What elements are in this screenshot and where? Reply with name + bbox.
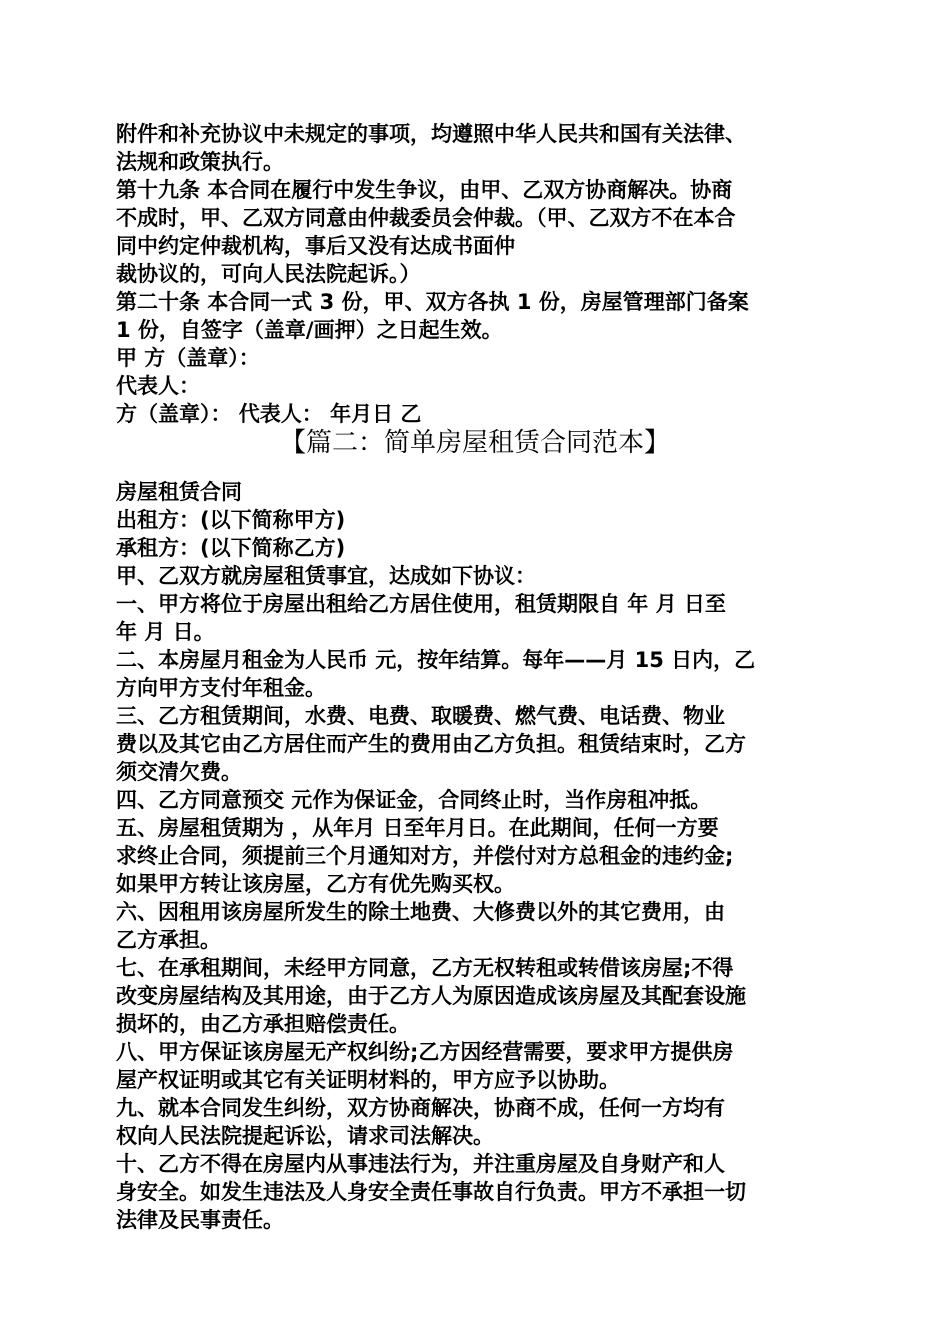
text-line: 权向人民法院提起诉讼，请求司法解决。 xyxy=(116,1124,494,1148)
text-line: 承租方：(以下简称乙方) xyxy=(116,536,346,560)
text-line: 费以及其它由乙方居住而产生的费用由乙方负担。租赁结束时，乙方 xyxy=(116,732,746,756)
contract-title: 房屋租赁合同 xyxy=(116,480,242,504)
text-line: 改变房屋结构及其用途，由于乙方人为原因造成该房屋及其配套设施 xyxy=(116,984,746,1008)
text-line: 第十九条 本合同在履行中发生争议，由甲、乙双方协商解决。协商 xyxy=(116,178,733,202)
signature-line: 方（盖章）： 代表人： 年月日 乙 xyxy=(116,402,422,426)
text-line: 乙方承担。 xyxy=(116,928,221,952)
text-line: 九、就本合同发生纠纷，双方协商解决，协商不成，任何一方均有 xyxy=(116,1096,725,1120)
text-line: 须交清欠费。 xyxy=(116,760,242,784)
text-line: 1 份，自签字（盖章/画押）之日起生效。 xyxy=(116,318,503,342)
text-line: 甲、乙双方就房屋租赁事宜，达成如下协议： xyxy=(116,564,536,588)
text-line: 七、在承租期间，未经甲方同意，乙方无权转租或转借该房屋;不得 xyxy=(116,956,734,980)
text-line: 五、房屋租赁期为 ，从年月 日至年月日。在此期间，任何一方要 xyxy=(116,816,719,840)
text-line: 三、乙方租赁期间，水费、电费、取暖费、燃气费、电话费、物业 xyxy=(116,704,725,728)
text-line: 四、乙方同意预交 元作为保证金，合同终止时，当作房租冲抵。 xyxy=(116,788,712,812)
text-line: 八、甲方保证该房屋无产权纠纷;乙方因经营需要，要求甲方提供房 xyxy=(116,1040,734,1064)
text-line: 第二十条 本合同一式 3 份，甲、双方各执 1 份，房屋管理部门备案 xyxy=(116,290,749,314)
text-line: 十、乙方不得在房屋内从事违法行为，并注重房屋及自身财产和人 xyxy=(116,1152,725,1176)
text-line: 六、因租用该房屋所发生的除土地费、大修费以外的其它费用，由 xyxy=(116,900,725,924)
signature-line: 代表人： xyxy=(116,374,200,398)
text-line: 二、本房屋月租金为人民币 元，按年结算。每年——月 15 日内，乙 xyxy=(116,648,756,672)
text-line: 一、甲方将位于房屋出租给乙方居住使用，租赁期限自 年 月 日至 xyxy=(116,592,726,616)
text-line: 如果甲方转让该房屋，乙方有优先购买权。 xyxy=(116,872,515,896)
text-line: 损坏的，由乙方承担赔偿责任。 xyxy=(116,1012,410,1036)
text-line: 求终止合同，须提前三个月通知对方，并偿付对方总租金的违约金; xyxy=(116,844,734,868)
text-line: 屋产权证明或其它有关证明材料的，甲方应予以协助。 xyxy=(116,1068,620,1092)
text-line: 方向甲方支付年租金。 xyxy=(116,676,326,700)
text-line: 法规和政策执行。 xyxy=(116,150,284,174)
text-line: 不成时，甲、乙双方同意由仲裁委员会仲裁。（甲、乙双方不在本合 xyxy=(116,206,736,230)
text-line: 出租方：(以下简称甲方) xyxy=(116,508,346,532)
text-line: 裁协议的，可向人民法院起诉。） xyxy=(116,262,421,286)
text-line: 年 月 日。 xyxy=(116,620,215,644)
text-line: 附件和补充协议中未规定的事项，均遵照中华人民共和国有关法律、 xyxy=(116,122,746,146)
signature-line: 甲 方（盖章）： xyxy=(116,346,260,370)
text-line: 身安全。如发生违法及人身安全责任事故自行负责。甲方不承担一切 xyxy=(116,1180,746,1204)
text-line: 同中约定仲裁机构，事后又没有达成书面仲 xyxy=(116,234,515,258)
text-line: 法律及民事责任。 xyxy=(116,1208,284,1232)
section-title: 【篇二：简单房屋租赁合同范本】 xyxy=(279,428,670,458)
